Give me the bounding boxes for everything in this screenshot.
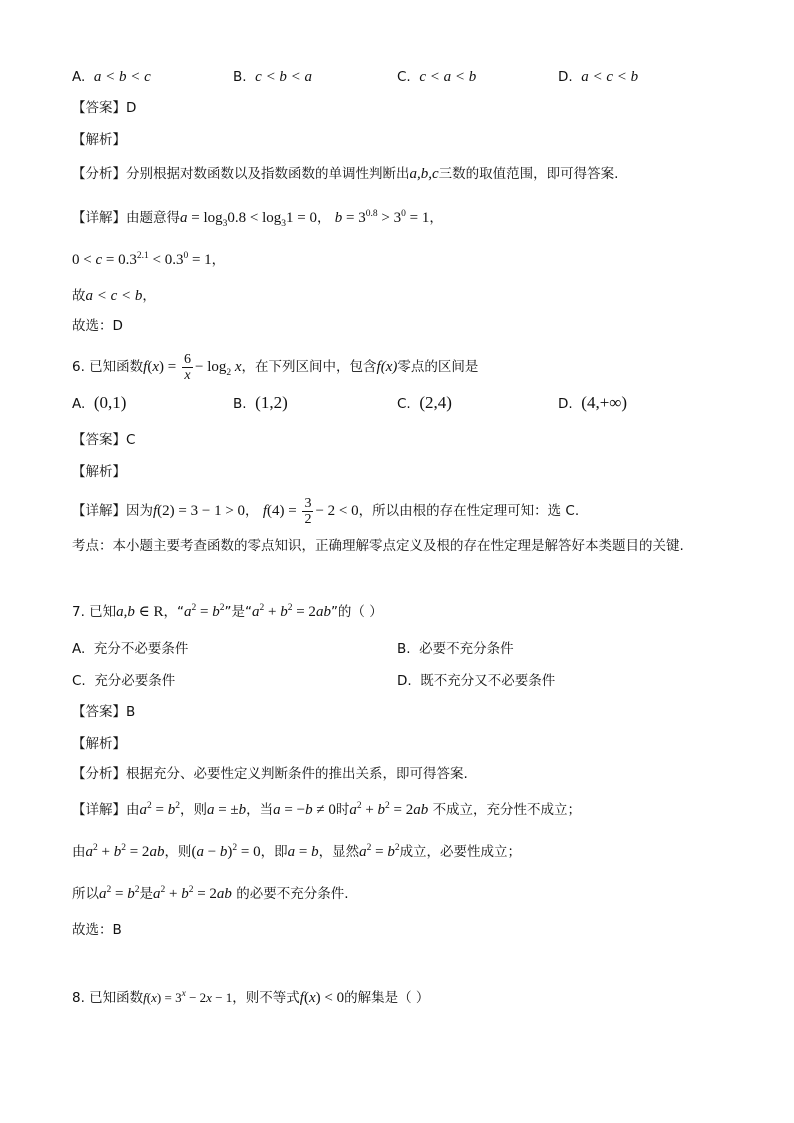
detail-text: 由	[72, 844, 86, 860]
q5-option-b[interactable]	[233, 66, 312, 88]
formula-cond1: $a^2 = b^2$	[184, 603, 225, 620]
formula-order: a < c < b	[85, 288, 143, 304]
option-label: D.	[558, 69, 573, 85]
fenxi-text: 分别根据对数函数以及指数函数的单调性判断出	[126, 166, 410, 182]
answer-value: B	[126, 704, 136, 720]
detail-text: ，即	[260, 844, 288, 860]
question-text: ，则不等式	[232, 990, 300, 1006]
comma: ，	[211, 252, 226, 268]
q5-option-a[interactable]	[72, 66, 151, 88]
option-expr: (1,2)	[255, 393, 288, 412]
question-text: 7. 已知	[72, 604, 117, 620]
comma: ，	[142, 288, 156, 304]
q5-choose: 故选：D	[72, 318, 123, 334]
q6-stem	[72, 352, 478, 383]
option-label: B.	[233, 69, 247, 85]
answer-tag: 【答案】	[72, 100, 126, 116]
detail-text: 的必要不充分条件.	[236, 886, 349, 902]
q5-conclusion	[72, 286, 156, 306]
comma: ，	[245, 502, 259, 519]
question-text: ”是“	[224, 604, 252, 620]
question-text: 零点的区间是	[397, 358, 479, 375]
formula-a: $a = \log_30.8 < \log_31 = 0$	[180, 210, 317, 229]
formula: a = b	[287, 844, 319, 860]
q8-stem	[72, 988, 429, 1008]
q7-detail-line2	[72, 842, 521, 862]
q5-fenxi	[72, 164, 618, 184]
q7-option-a[interactable]	[72, 638, 188, 660]
formula: $a^2 + b^2 = 2ab$	[85, 843, 165, 860]
detail-text: 时	[335, 802, 350, 818]
detail-text: 是	[139, 886, 153, 902]
so-text: 故	[72, 288, 86, 304]
answer-value: D	[126, 100, 137, 116]
option-text: 充分必要条件	[94, 673, 176, 689]
option-expr: (0,1)	[93, 393, 127, 412]
detail-text: ，显然	[318, 844, 360, 860]
detail-text: 因为	[126, 502, 153, 519]
formula-fx: f(x)	[376, 358, 398, 375]
formula: a = −b ≠ 0	[273, 802, 336, 818]
option-expr: c < a < b	[419, 69, 477, 85]
q7-detail-line1	[72, 800, 581, 820]
formula-c: $0 < c = 0.3^{2.1} < 0.3^0 = 1$	[72, 251, 212, 268]
question-text: ”的（ ）	[330, 604, 383, 620]
q5-option-c[interactable]	[397, 66, 476, 88]
formula-fx-def: f(x) = $\frac{6}{x}$ − $\log_2 x$	[143, 352, 242, 383]
option-label: D.	[397, 673, 412, 689]
q7-analysis-tag: 【解析】	[72, 736, 126, 752]
detail-text: 不成立，充分性不成立；	[432, 802, 582, 818]
option-expr: (2,4)	[419, 393, 452, 412]
q7-detail-line3	[72, 884, 349, 904]
fenxi-text: 根据充分、必要性定义判断条件的推出关系，即可得答案.	[126, 766, 468, 782]
question-text: 6. 已知函数	[72, 358, 144, 375]
q6-note: 考点：本小题主要考查函数的零点知识，正确理解零点定义及根的存在性定理是解答好本类题目的关键.	[72, 538, 684, 554]
q7-options-row1	[72, 638, 722, 660]
fenxi-text: 三数的取值范围，即可得答案.	[438, 166, 619, 182]
q5-options	[72, 66, 722, 88]
detail-text: 成立，必要性成立；	[399, 844, 522, 860]
comma: ，	[317, 210, 331, 226]
question-text: ，在下列区间中，包含	[241, 358, 377, 375]
formula: $a^2 + b^2 = 2ab$	[152, 885, 232, 902]
question-text: ，“	[163, 604, 185, 620]
answer-tag: 【答案】	[72, 704, 126, 720]
formula-ab-in-r: a,b ∈ R	[116, 604, 164, 620]
q7-option-b[interactable]	[397, 638, 514, 660]
formula: $(a - b)^2 = 0$	[191, 843, 261, 860]
formula: $a^2 = b^2$	[359, 843, 400, 860]
option-label: C.	[72, 673, 86, 689]
option-label: B.	[233, 396, 247, 412]
q7-answer	[72, 702, 135, 722]
q6-option-b[interactable]	[233, 392, 288, 415]
q5-answer	[72, 98, 136, 118]
detail-text: 所以	[72, 886, 99, 902]
detail-text: ，则	[179, 802, 207, 818]
q5-analysis-tag: 【解析】	[72, 132, 126, 148]
q7-option-d[interactable]	[397, 670, 555, 692]
q6-detail	[72, 496, 579, 527]
detail-text: ，所以由根的存在性定理可知：选 C.	[358, 502, 580, 519]
answer-value: C	[126, 432, 136, 448]
q5-detail-line1	[72, 208, 443, 228]
formula: $a^2 + b^2 = 2ab$	[349, 801, 429, 818]
detail-text: 由	[126, 802, 140, 818]
option-expr: a < c < b	[581, 69, 639, 85]
detail-text: ，则	[164, 844, 192, 860]
q6-answer	[72, 430, 135, 450]
detail-tag: 【详解】	[72, 210, 126, 226]
option-label: D.	[558, 396, 573, 412]
option-expr: a < b < c	[93, 69, 151, 85]
q7-stem	[72, 602, 383, 622]
q7-fenxi	[72, 764, 468, 784]
question-text: 的解集是（ ）	[344, 990, 430, 1006]
formula-b: $b = 3^{0.8} > 3^0 = 1$	[334, 209, 430, 226]
option-expr: c < b < a	[255, 69, 313, 85]
detail-tag: 【详解】	[72, 502, 126, 519]
option-label: A.	[72, 396, 86, 412]
option-text: 充分不必要条件	[93, 641, 189, 657]
formula-cond2: $a^2 + b^2 = 2ab$	[252, 603, 331, 620]
formula-f4: f(4) = $\frac{3}{2}$ − 2 < 0	[262, 496, 359, 527]
formula-ineq: f(x) < 0	[299, 990, 345, 1006]
option-text: 必要不充分条件	[419, 641, 514, 657]
q6-analysis-tag: 【解析】	[72, 464, 126, 480]
option-label: A.	[72, 69, 86, 85]
formula-fx-def: $f(x) = 3^x - 2x - 1$	[143, 989, 233, 1005]
option-label: C.	[397, 396, 411, 412]
option-label: A.	[72, 641, 86, 657]
fenxi-tag: 【分析】	[72, 766, 126, 782]
option-label: B.	[397, 641, 411, 657]
option-expr: (4,+∞)	[581, 393, 628, 412]
formula: $a^2 = b^2$	[99, 885, 140, 902]
formula-f2: f(2) = 3 − 1 > 0	[153, 502, 246, 519]
fenxi-tag: 【分析】	[72, 166, 126, 182]
formula: a = ±b	[206, 802, 247, 818]
detail-text: 由题意得	[126, 210, 180, 226]
q6-option-a[interactable]	[72, 392, 126, 415]
q7-options-row2	[72, 670, 722, 692]
q5-detail-line2	[72, 250, 225, 270]
q7-option-c[interactable]	[72, 670, 175, 692]
answer-tag: 【答案】	[72, 432, 126, 448]
detail-text: ，当	[246, 802, 274, 818]
formula: $a^2 = b^2$	[139, 801, 180, 818]
detail-tag: 【详解】	[72, 802, 126, 818]
q6-options	[72, 392, 722, 414]
q6-option-c[interactable]	[397, 392, 452, 415]
option-label: C.	[397, 69, 411, 85]
comma: ，	[429, 210, 443, 226]
q7-choose: 故选：B	[72, 922, 122, 938]
fenxi-vars: a,b,c	[409, 166, 439, 182]
question-text: 8. 已知函数	[72, 990, 144, 1006]
q5-option-d[interactable]	[558, 66, 638, 88]
option-text: 既不充分又不必要条件	[420, 673, 556, 689]
q6-option-d[interactable]	[558, 392, 627, 415]
